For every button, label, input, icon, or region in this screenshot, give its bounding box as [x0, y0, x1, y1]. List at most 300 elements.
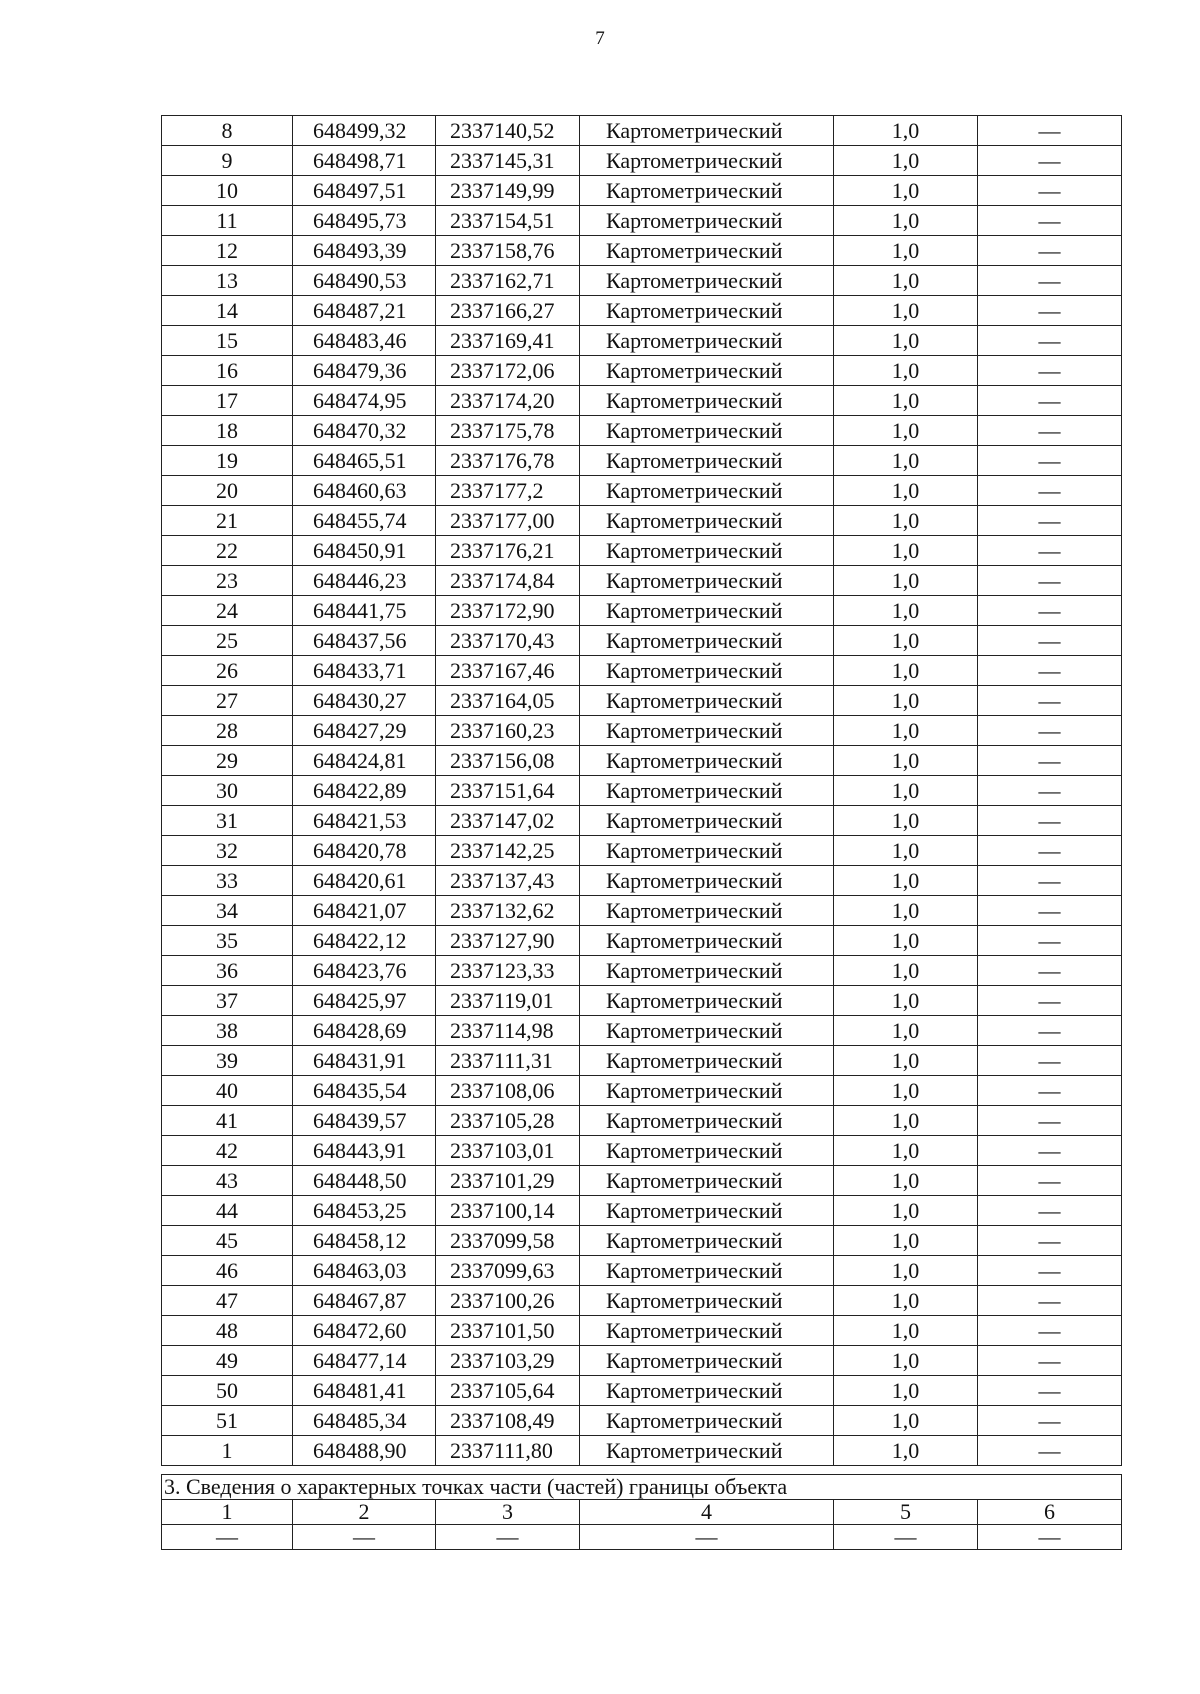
table-row [162, 236, 1122, 266]
empty-cell: — [834, 1525, 978, 1550]
point-number-cell: 40 [162, 1076, 293, 1106]
y-coordinate-cell: 2337174,84 [436, 566, 580, 596]
method-cell: Картометрический [580, 446, 834, 476]
description-cell: — [978, 176, 1122, 206]
table-row [162, 1316, 1122, 1346]
coordinates-table-body [162, 116, 1122, 1466]
description-cell: — [978, 986, 1122, 1016]
accuracy-cell: 1,0 [834, 266, 978, 296]
description-cell: — [978, 626, 1122, 656]
x-coordinate-cell: 648472,60 [293, 1316, 436, 1346]
point-number-cell: 33 [162, 866, 293, 896]
description-cell: — [978, 1016, 1122, 1046]
table-row [162, 626, 1122, 656]
y-coordinate-cell: 2337167,46 [436, 656, 580, 686]
y-coordinate-cell: 2337132,62 [436, 896, 580, 926]
coordinates-table [161, 115, 1122, 1466]
accuracy-cell: 1,0 [834, 236, 978, 266]
x-coordinate-cell: 648458,12 [293, 1226, 436, 1256]
x-coordinate-cell: 648460,63 [293, 476, 436, 506]
x-coordinate-cell: 648423,76 [293, 956, 436, 986]
x-coordinate-cell: 648483,46 [293, 326, 436, 356]
x-coordinate-cell: 648441,75 [293, 596, 436, 626]
table-row [162, 956, 1122, 986]
x-coordinate-cell: 648481,41 [293, 1376, 436, 1406]
accuracy-cell: 1,0 [834, 596, 978, 626]
description-cell: — [978, 296, 1122, 326]
description-cell: — [978, 356, 1122, 386]
table-row [162, 326, 1122, 356]
table-row [162, 896, 1122, 926]
point-number-cell: 19 [162, 446, 293, 476]
description-cell: — [978, 1346, 1122, 1376]
point-number-cell: 21 [162, 506, 293, 536]
table-row [162, 356, 1122, 386]
accuracy-cell: 1,0 [834, 1256, 978, 1286]
description-cell: — [978, 1076, 1122, 1106]
accuracy-cell: 1,0 [834, 986, 978, 1016]
point-number-cell: 31 [162, 806, 293, 836]
x-coordinate-cell: 648421,53 [293, 806, 436, 836]
point-number-cell: 34 [162, 896, 293, 926]
point-number-cell: 30 [162, 776, 293, 806]
description-cell: — [978, 536, 1122, 566]
x-coordinate-cell: 648422,12 [293, 926, 436, 956]
point-number-cell: 29 [162, 746, 293, 776]
table-row [162, 446, 1122, 476]
method-cell: Картометрический [580, 776, 834, 806]
y-coordinate-cell: 2337175,78 [436, 416, 580, 446]
method-cell: Картометрический [580, 1376, 834, 1406]
y-coordinate-cell: 2337149,99 [436, 176, 580, 206]
table-row [162, 776, 1122, 806]
accuracy-cell: 1,0 [834, 356, 978, 386]
table-row [162, 716, 1122, 746]
method-cell: Картометрический [580, 656, 834, 686]
table-row [162, 596, 1122, 626]
y-coordinate-cell: 2337174,20 [436, 386, 580, 416]
description-cell: — [978, 1316, 1122, 1346]
x-coordinate-cell: 648420,78 [293, 836, 436, 866]
x-coordinate-cell: 648463,03 [293, 1256, 436, 1286]
accuracy-cell: 1,0 [834, 536, 978, 566]
method-cell: Картометрический [580, 956, 834, 986]
x-coordinate-cell: 648427,29 [293, 716, 436, 746]
description-cell: — [978, 1196, 1122, 1226]
y-coordinate-cell: 2337140,52 [436, 116, 580, 146]
description-cell: — [978, 326, 1122, 356]
x-coordinate-cell: 648495,73 [293, 206, 436, 236]
table-row [162, 1436, 1122, 1466]
description-cell: — [978, 596, 1122, 626]
accuracy-cell: 1,0 [834, 1376, 978, 1406]
x-coordinate-cell: 648433,71 [293, 656, 436, 686]
section-3-column-numbers-row [162, 1500, 1122, 1525]
method-cell: Картометрический [580, 1106, 834, 1136]
method-cell: Картометрический [580, 236, 834, 266]
table-row [162, 986, 1122, 1016]
accuracy-cell: 1,0 [834, 116, 978, 146]
y-coordinate-cell: 2337164,05 [436, 686, 580, 716]
description-cell: — [978, 1046, 1122, 1076]
point-number-cell: 11 [162, 206, 293, 236]
description-cell: — [978, 566, 1122, 596]
accuracy-cell: 1,0 [834, 716, 978, 746]
x-coordinate-cell: 648487,21 [293, 296, 436, 326]
y-coordinate-cell: 2337108,06 [436, 1076, 580, 1106]
x-coordinate-cell: 648422,89 [293, 776, 436, 806]
accuracy-cell: 1,0 [834, 1226, 978, 1256]
accuracy-cell: 1,0 [834, 1046, 978, 1076]
point-number-cell: 39 [162, 1046, 293, 1076]
x-coordinate-cell: 648477,14 [293, 1346, 436, 1376]
y-coordinate-cell: 2337172,06 [436, 356, 580, 386]
method-cell: Картометрический [580, 746, 834, 776]
table-row [162, 296, 1122, 326]
y-coordinate-cell: 2337142,25 [436, 836, 580, 866]
method-cell: Картометрический [580, 1226, 834, 1256]
method-cell: Картометрический [580, 896, 834, 926]
y-coordinate-cell: 2337156,08 [436, 746, 580, 776]
description-cell: — [978, 1406, 1122, 1436]
table-row [162, 476, 1122, 506]
method-cell: Картометрический [580, 1406, 834, 1436]
point-number-cell: 9 [162, 146, 293, 176]
y-coordinate-cell: 2337101,29 [436, 1166, 580, 1196]
table-row [162, 1406, 1122, 1436]
table-row [162, 386, 1122, 416]
point-number-cell: 1 [162, 1436, 293, 1466]
point-number-cell: 12 [162, 236, 293, 266]
y-coordinate-cell: 2337099,58 [436, 1226, 580, 1256]
y-coordinate-cell: 2337147,02 [436, 806, 580, 836]
point-number-cell: 38 [162, 1016, 293, 1046]
method-cell: Картометрический [580, 476, 834, 506]
x-coordinate-cell: 648455,74 [293, 506, 436, 536]
point-number-cell: 48 [162, 1316, 293, 1346]
accuracy-cell: 1,0 [834, 746, 978, 776]
x-coordinate-cell: 648498,71 [293, 146, 436, 176]
method-cell: Картометрический [580, 206, 834, 236]
point-number-cell: 14 [162, 296, 293, 326]
description-cell: — [978, 896, 1122, 926]
method-cell: Картометрический [580, 1256, 834, 1286]
point-number-cell: 20 [162, 476, 293, 506]
method-cell: Картометрический [580, 1046, 834, 1076]
accuracy-cell: 1,0 [834, 506, 978, 536]
point-number-cell: 15 [162, 326, 293, 356]
x-coordinate-cell: 648430,27 [293, 686, 436, 716]
table-row [162, 1376, 1122, 1406]
method-cell: Картометрический [580, 926, 834, 956]
description-cell: — [978, 836, 1122, 866]
method-cell: Картометрический [580, 1196, 834, 1226]
y-coordinate-cell: 2337103,01 [436, 1136, 580, 1166]
point-number-cell: 13 [162, 266, 293, 296]
method-cell: Картометрический [580, 1076, 834, 1106]
method-cell: Картометрический [580, 1166, 834, 1196]
point-number-cell: 42 [162, 1136, 293, 1166]
column-number-cell: 4 [580, 1500, 834, 1525]
section-3-table [161, 1474, 1122, 1550]
y-coordinate-cell: 2337176,21 [436, 536, 580, 566]
accuracy-cell: 1,0 [834, 386, 978, 416]
method-cell: Картометрический [580, 326, 834, 356]
x-coordinate-cell: 648439,57 [293, 1106, 436, 1136]
point-number-cell: 22 [162, 536, 293, 566]
y-coordinate-cell: 2337172,90 [436, 596, 580, 626]
y-coordinate-cell: 2337162,71 [436, 266, 580, 296]
table-row [162, 1196, 1122, 1226]
table-row [162, 1226, 1122, 1256]
accuracy-cell: 1,0 [834, 1346, 978, 1376]
accuracy-cell: 1,0 [834, 146, 978, 176]
empty-cell: — [978, 1525, 1122, 1550]
y-coordinate-cell: 2337100,14 [436, 1196, 580, 1226]
x-coordinate-cell: 648437,56 [293, 626, 436, 656]
point-number-cell: 44 [162, 1196, 293, 1226]
method-cell: Картометрический [580, 626, 834, 656]
y-coordinate-cell: 2337105,28 [436, 1106, 580, 1136]
accuracy-cell: 1,0 [834, 1286, 978, 1316]
page-number: 7 [595, 28, 605, 49]
accuracy-cell: 1,0 [834, 626, 978, 656]
accuracy-cell: 1,0 [834, 956, 978, 986]
method-cell: Картометрический [580, 716, 834, 746]
description-cell: — [978, 266, 1122, 296]
accuracy-cell: 1,0 [834, 776, 978, 806]
point-number-cell: 45 [162, 1226, 293, 1256]
y-coordinate-cell: 2337154,51 [436, 206, 580, 236]
point-number-cell: 23 [162, 566, 293, 596]
table-row [162, 506, 1122, 536]
y-coordinate-cell: 2337145,31 [436, 146, 580, 176]
column-number-cell: 3 [436, 1500, 580, 1525]
description-cell: — [978, 1286, 1122, 1316]
description-cell: — [978, 716, 1122, 746]
method-cell: Картометрический [580, 1016, 834, 1046]
y-coordinate-cell: 2337103,29 [436, 1346, 580, 1376]
accuracy-cell: 1,0 [834, 656, 978, 686]
method-cell: Картометрический [580, 176, 834, 206]
x-coordinate-cell: 648435,54 [293, 1076, 436, 1106]
method-cell: Картометрический [580, 1136, 834, 1166]
accuracy-cell: 1,0 [834, 176, 978, 206]
point-number-cell: 16 [162, 356, 293, 386]
x-coordinate-cell: 648485,34 [293, 1406, 436, 1436]
column-number-cell: 2 [293, 1500, 436, 1525]
table-row [162, 746, 1122, 776]
column-number-cell: 6 [978, 1500, 1122, 1525]
description-cell: — [978, 776, 1122, 806]
x-coordinate-cell: 648425,97 [293, 986, 436, 1016]
method-cell: Картометрический [580, 806, 834, 836]
method-cell: Картометрический [580, 116, 834, 146]
description-cell: — [978, 1106, 1122, 1136]
method-cell: Картометрический [580, 836, 834, 866]
y-coordinate-cell: 2337099,63 [436, 1256, 580, 1286]
accuracy-cell: 1,0 [834, 1016, 978, 1046]
x-coordinate-cell: 648488,90 [293, 1436, 436, 1466]
accuracy-cell: 1,0 [834, 476, 978, 506]
x-coordinate-cell: 648493,39 [293, 236, 436, 266]
accuracy-cell: 1,0 [834, 866, 978, 896]
accuracy-cell: 1,0 [834, 1166, 978, 1196]
description-cell: — [978, 506, 1122, 536]
y-coordinate-cell: 2337101,50 [436, 1316, 580, 1346]
empty-cell: — [162, 1525, 293, 1550]
description-cell: — [978, 1226, 1122, 1256]
column-number-cell: 5 [834, 1500, 978, 1525]
description-cell: — [978, 926, 1122, 956]
description-cell: — [978, 386, 1122, 416]
x-coordinate-cell: 648474,95 [293, 386, 436, 416]
table-row [162, 686, 1122, 716]
description-cell: — [978, 146, 1122, 176]
accuracy-cell: 1,0 [834, 926, 978, 956]
method-cell: Картометрический [580, 1346, 834, 1376]
description-cell: — [978, 1136, 1122, 1166]
description-cell: — [978, 416, 1122, 446]
point-number-cell: 37 [162, 986, 293, 1016]
x-coordinate-cell: 648479,36 [293, 356, 436, 386]
y-coordinate-cell: 2337127,90 [436, 926, 580, 956]
y-coordinate-cell: 2337158,76 [436, 236, 580, 266]
y-coordinate-cell: 2337114,98 [436, 1016, 580, 1046]
table-row [162, 806, 1122, 836]
x-coordinate-cell: 648428,69 [293, 1016, 436, 1046]
description-cell: — [978, 476, 1122, 506]
method-cell: Картометрический [580, 296, 834, 326]
description-cell: — [978, 1166, 1122, 1196]
y-coordinate-cell: 2337111,80 [436, 1436, 580, 1466]
table-row [162, 1106, 1122, 1136]
description-cell: — [978, 1376, 1122, 1406]
description-cell: — [978, 116, 1122, 146]
table-row [162, 1346, 1122, 1376]
method-cell: Картометрический [580, 1286, 834, 1316]
x-coordinate-cell: 648431,91 [293, 1046, 436, 1076]
table-row [162, 1256, 1122, 1286]
point-number-cell: 50 [162, 1376, 293, 1406]
method-cell: Картометрический [580, 356, 834, 386]
description-cell: — [978, 1256, 1122, 1286]
description-cell: — [978, 686, 1122, 716]
description-cell: — [978, 866, 1122, 896]
x-coordinate-cell: 648470,32 [293, 416, 436, 446]
point-number-cell: 18 [162, 416, 293, 446]
point-number-cell: 8 [162, 116, 293, 146]
table-row [162, 206, 1122, 236]
section-3-heading-row [162, 1475, 1122, 1500]
table-row [162, 1076, 1122, 1106]
accuracy-cell: 1,0 [834, 416, 978, 446]
y-coordinate-cell: 2337169,41 [436, 326, 580, 356]
table-row [162, 1016, 1122, 1046]
table-row [162, 656, 1122, 686]
method-cell: Картометрический [580, 1316, 834, 1346]
y-coordinate-cell: 2337177,00 [436, 506, 580, 536]
table-row [162, 146, 1122, 176]
method-cell: Картометрический [580, 416, 834, 446]
description-cell: — [978, 446, 1122, 476]
x-coordinate-cell: 648443,91 [293, 1136, 436, 1166]
method-cell: Картометрический [580, 566, 834, 596]
description-cell: — [978, 206, 1122, 236]
point-number-cell: 46 [162, 1256, 293, 1286]
table-row [162, 266, 1122, 296]
description-cell: — [978, 1436, 1122, 1466]
point-number-cell: 26 [162, 656, 293, 686]
table-row [162, 1136, 1122, 1166]
table-row [162, 1286, 1122, 1316]
section-3-heading: 3. Сведения о характерных точках части (частей) границы объекта [162, 1475, 1122, 1500]
method-cell: Картометрический [580, 506, 834, 536]
y-coordinate-cell: 2337166,27 [436, 296, 580, 326]
method-cell: Картометрический [580, 686, 834, 716]
point-number-cell: 17 [162, 386, 293, 416]
point-number-cell: 28 [162, 716, 293, 746]
y-coordinate-cell: 2337100,26 [436, 1286, 580, 1316]
point-number-cell: 35 [162, 926, 293, 956]
x-coordinate-cell: 648424,81 [293, 746, 436, 776]
accuracy-cell: 1,0 [834, 1316, 978, 1346]
y-coordinate-cell: 2337176,78 [436, 446, 580, 476]
section-3-empty-row [162, 1525, 1122, 1550]
x-coordinate-cell: 648450,91 [293, 536, 436, 566]
point-number-cell: 24 [162, 596, 293, 626]
y-coordinate-cell: 2337108,49 [436, 1406, 580, 1436]
point-number-cell: 49 [162, 1346, 293, 1376]
accuracy-cell: 1,0 [834, 206, 978, 236]
method-cell: Картометрический [580, 866, 834, 896]
accuracy-cell: 1,0 [834, 446, 978, 476]
x-coordinate-cell: 648490,53 [293, 266, 436, 296]
table-row [162, 926, 1122, 956]
y-coordinate-cell: 2337111,31 [436, 1046, 580, 1076]
accuracy-cell: 1,0 [834, 806, 978, 836]
y-coordinate-cell: 2337119,01 [436, 986, 580, 1016]
table-row [162, 1046, 1122, 1076]
empty-cell: — [436, 1525, 580, 1550]
table-row [162, 566, 1122, 596]
x-coordinate-cell: 648467,87 [293, 1286, 436, 1316]
method-cell: Картометрический [580, 536, 834, 566]
y-coordinate-cell: 2337137,43 [436, 866, 580, 896]
x-coordinate-cell: 648420,61 [293, 866, 436, 896]
x-coordinate-cell: 648465,51 [293, 446, 436, 476]
y-coordinate-cell: 2337177,2 [436, 476, 580, 506]
point-number-cell: 32 [162, 836, 293, 866]
point-number-cell: 10 [162, 176, 293, 206]
table-row [162, 836, 1122, 866]
y-coordinate-cell: 2337105,64 [436, 1376, 580, 1406]
y-coordinate-cell: 2337170,43 [436, 626, 580, 656]
point-number-cell: 25 [162, 626, 293, 656]
table-row [162, 416, 1122, 446]
accuracy-cell: 1,0 [834, 296, 978, 326]
accuracy-cell: 1,0 [834, 1106, 978, 1136]
point-number-cell: 51 [162, 1406, 293, 1436]
method-cell: Картометрический [580, 146, 834, 176]
x-coordinate-cell: 648421,07 [293, 896, 436, 926]
x-coordinate-cell: 648448,50 [293, 1166, 436, 1196]
empty-cell: — [580, 1525, 834, 1550]
description-cell: — [978, 656, 1122, 686]
point-number-cell: 36 [162, 956, 293, 986]
table-row [162, 176, 1122, 206]
method-cell: Картометрический [580, 596, 834, 626]
